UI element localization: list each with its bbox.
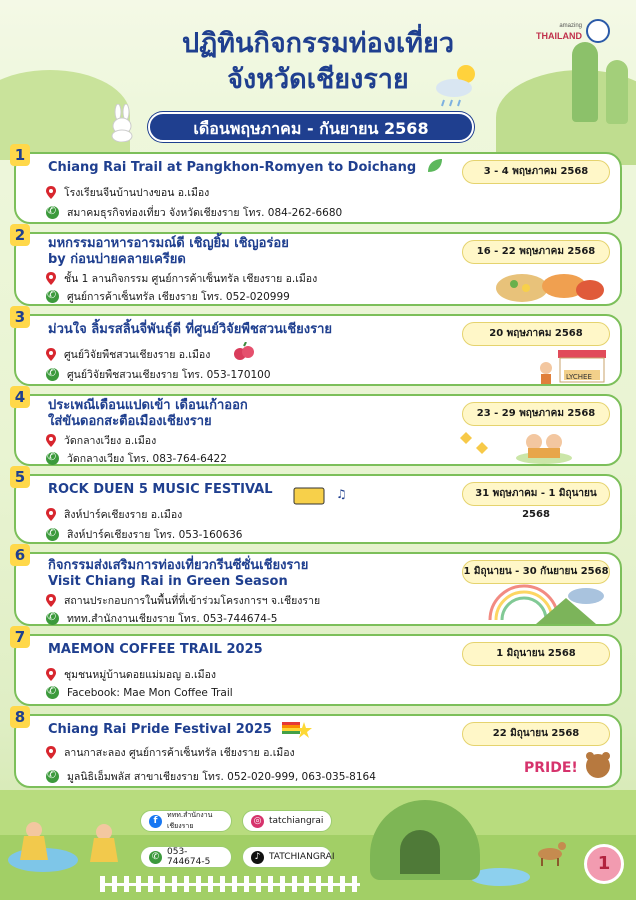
phone-icon: [46, 770, 59, 783]
event-card-5[interactable]: [14, 468, 622, 544]
phone-icon: [46, 206, 59, 219]
event-location-row: [46, 592, 320, 609]
phone-icon: [46, 528, 59, 541]
food-platter-icon: [494, 264, 606, 304]
event-location: ศูนย์วิจัยพืชสวนเชียงราย อ.เมือง: [64, 349, 211, 361]
page-number-badge: 1: [584, 844, 624, 884]
phone-icon: [46, 612, 59, 625]
facebook-label: ททท.สำนักงานเชียงราย: [167, 811, 213, 830]
page-title: [0, 26, 636, 98]
phone-link[interactable]: [140, 846, 232, 868]
temple-offering-icon: [456, 428, 606, 464]
lychee-stall-icon: [538, 344, 610, 386]
phone-icon: [46, 290, 59, 303]
pride-label: PRIDE!: [524, 760, 578, 776]
map-pin-icon: [46, 272, 56, 285]
phone-icon: [46, 368, 59, 381]
map-pin-icon: [46, 348, 56, 361]
event-card-4[interactable]: [14, 388, 622, 466]
event-location-row: [46, 432, 156, 449]
title-line-1: ปฏิทินกิจกรรมท่องเที่ยว: [181, 28, 455, 59]
event-title-line-2: by ก่อนบ่ายคลายเครียด: [48, 252, 186, 267]
event-number: 2: [10, 224, 30, 246]
event-title: Chiang Rai Trail at Pangkhon-Romyen to Doichang: [48, 160, 417, 175]
event-contact: ศูนย์วิจัยพืชสวนเชียงราย โทร. 053-170100: [67, 369, 271, 381]
phone-icon: [46, 686, 59, 699]
event-title: Chiang Rai Pride Festival 2025: [48, 722, 272, 737]
event-date: 20 พฤษภาคม 2568: [462, 322, 610, 346]
event-contact: สมาคมธุรกิจท่องเที่ยว จังหวัดเชียงราย โทร. 084-262-6680: [67, 207, 343, 219]
map-pin-icon: [46, 186, 56, 199]
event-title: ROCK DUEN 5 MUSIC FESTIVAL: [48, 482, 273, 497]
event-number: 3: [10, 306, 30, 328]
event-location: ชุมชนหมู่บ้านดอยแม่มอญ อ.เมือง: [64, 669, 216, 681]
phone-icon: ✆: [149, 851, 162, 864]
tiktok-link[interactable]: [242, 846, 335, 868]
event-date: 22 มิถุนายน 2568: [462, 722, 610, 746]
event-number: 5: [10, 466, 30, 488]
svg-text:♫: ♫: [336, 487, 347, 501]
event-card-1[interactable]: [14, 146, 622, 224]
event-location-row: [46, 744, 295, 761]
event-location: สิงห์ปาร์คเชียงราย อ.เมือง: [64, 509, 183, 521]
instagram-icon: ◎: [251, 815, 264, 828]
event-contact: วัดกลางเวียง โทร. 083-764-6422: [67, 453, 227, 465]
map-pin-icon: [46, 434, 56, 447]
event-number: 1: [10, 144, 30, 166]
event-contact: Facebook: Mae Mon Coffee Trail: [67, 686, 233, 699]
facebook-link[interactable]: [140, 810, 232, 832]
event-contact: ศูนย์การค้าเซ็นทรัล เชียงราย โทร. 052-020999: [67, 291, 290, 303]
event-number: 6: [10, 544, 30, 566]
event-location: โรงเรียนจีนบ้านปางขอน อ.เมือง: [64, 187, 210, 199]
map-pin-icon: [46, 668, 56, 681]
event-card-6[interactable]: [14, 546, 622, 626]
kids-in-rain-icon: [14, 818, 124, 868]
instagram-link[interactable]: [242, 810, 332, 832]
event-contact-row: [46, 450, 227, 467]
phone-icon: [46, 452, 59, 465]
event-number: 4: [10, 386, 30, 408]
title-line-2: จังหวัดเชียงราย: [227, 64, 409, 95]
deer-icon: [530, 836, 570, 866]
rainbow-mountain-icon: [486, 584, 610, 624]
hut-door-decoration: [400, 830, 440, 874]
event-location-row: [46, 346, 210, 363]
month-range-pill: เดือนพฤษภาคม - กันยายน 2568: [148, 112, 474, 142]
event-contact-row: [46, 288, 290, 305]
event-title: ประเพณีเดือนแปดเข้า เดือนเก้าออก: [48, 398, 248, 413]
event-card-8[interactable]: [14, 708, 622, 788]
event-date: 1 มิถุนายน - 30 กันยายน 2568: [462, 560, 610, 584]
event-date: 23 - 29 พฤษภาคม 2568: [462, 402, 610, 426]
event-date: 3 - 4 พฤษภาคม 2568: [462, 160, 610, 184]
bunny-icon: [108, 104, 136, 142]
stall-label: LYCHEE: [566, 373, 592, 381]
facebook-icon: f: [149, 815, 162, 828]
event-contact: ททท.สำนักงานเชียงราย โทร. 053-744674-5: [67, 613, 278, 625]
event-contact: มูลนิธิเอ็มพลัส สาขาเชียงราย โทร. 052-020-999, 063-035-8164: [67, 771, 376, 783]
event-location-row: [46, 270, 317, 287]
ticket-music-icon: [292, 482, 352, 508]
event-contact: สิงห์ปาร์คเชียงราย โทร. 053-160636: [67, 529, 243, 541]
event-title: MAEMON COFFEE TRAIL 2025: [48, 642, 263, 657]
amazing-thailand-logo: amazing THAILAND: [536, 23, 582, 41]
event-contact-row: [46, 610, 277, 627]
event-date: 31 พฤษภาคม - 1 มิถุนายน 2568: [462, 482, 610, 506]
instagram-label: tatchiangrai: [269, 816, 324, 826]
event-title: มหกรรมอาหารอารมณ์ดี เชิญยิ้ม เชิญอร่อย: [48, 236, 289, 251]
event-contact-row: [46, 686, 233, 699]
event-card-2[interactable]: [14, 226, 622, 306]
event-number: 7: [10, 626, 30, 648]
lychee-icon: [232, 342, 256, 362]
event-location: สถานประกอบการในพื้นที่ที่เข้าร่วมโครงการฯ จ.เชียงราย: [64, 595, 321, 607]
event-card-3[interactable]: [14, 308, 622, 386]
event-location-row: [46, 666, 216, 683]
event-number: 8: [10, 706, 30, 728]
event-card-7[interactable]: [14, 628, 622, 706]
event-title-line-2: ใส่ขันดอกสะตือเมืองเชียงราย: [48, 414, 212, 429]
event-location: ลานกาสะลอง ศูนย์การค้าเซ็นทรัล เชียงราย อ.เมือง: [64, 747, 295, 759]
rainbow-star-icon: [282, 718, 312, 740]
fence-decoration: [100, 883, 360, 886]
event-contact-row: [46, 526, 243, 543]
map-pin-icon: [46, 594, 56, 607]
event-contact-row: [46, 366, 271, 383]
event-contact-row: [46, 204, 342, 221]
event-date: 1 มิถุนายน 2568: [462, 642, 610, 666]
event-title-line-2: Visit Chiang Rai in Green Season: [48, 574, 288, 589]
event-location-row: [46, 506, 182, 523]
event-title: กิจกรรมส่งเสริมการท่องเที่ยวกรีนซีซั่นเชียงราย: [48, 558, 309, 573]
event-location: ชั้น 1 ลานกิจกรรม ศูนย์การค้าเซ็นทรัล เชียงราย อ.เมือง: [64, 273, 318, 285]
event-date: 16 - 22 พฤษภาคม 2568: [462, 240, 610, 264]
pride-bear-icon: [522, 748, 614, 786]
map-pin-icon: [46, 508, 56, 521]
event-location-row: [46, 184, 209, 201]
tiktok-icon: ♪: [251, 851, 264, 864]
tiktok-label: TATCHIANGRAI: [269, 852, 335, 862]
event-contact-row: [46, 768, 376, 785]
map-pin-icon: [46, 746, 56, 759]
event-location: วัดกลางเวียง อ.เมือง: [64, 435, 157, 447]
event-title: ม่วนใจ ลิ้มรสลิ้นจี่พันธุ์ดี ที่ศูนย์วิจัยพืชสวนเชียงราย: [48, 322, 333, 337]
phone-label: 053-744674-5: [167, 847, 211, 867]
leaf-icon: [426, 158, 444, 174]
